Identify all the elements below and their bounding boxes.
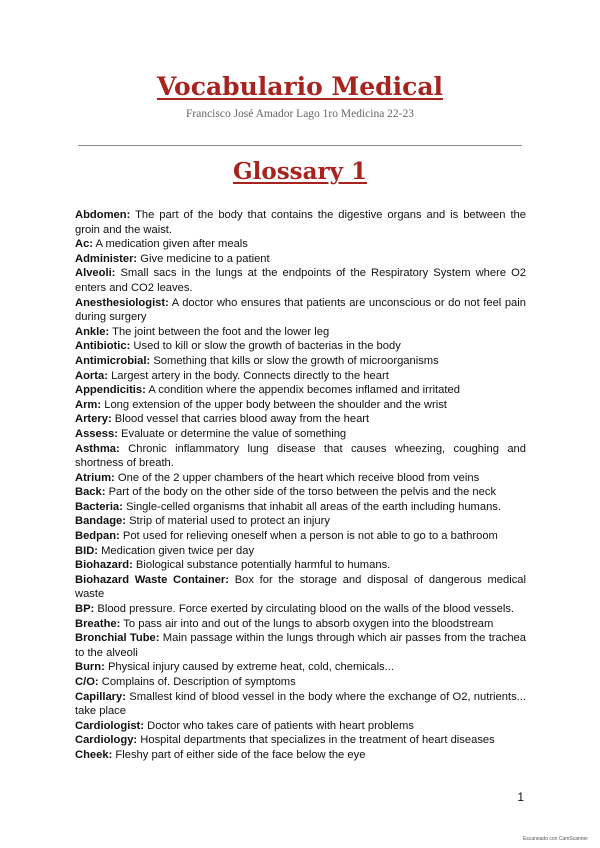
glossary-definition: Smallest kind of blood vessel in the body where the exchange of O2, nutrients... take place: [75, 690, 527, 718]
glossary-entry: [75, 442, 526, 471]
glossary-term: Arm:: [75, 398, 102, 411]
glossary-term: Appendicitis:: [75, 384, 146, 397]
glossary-entry: [75, 500, 526, 515]
glossary-entry: [75, 675, 526, 690]
glossary-definition: Pot used for relieving oneself when a person is not able to go to a bathroom: [122, 530, 498, 543]
glossary-term: Atrium:: [75, 471, 115, 484]
glossary-entry: [75, 471, 526, 486]
glossary-entry: [75, 208, 526, 237]
scanner-watermark: Escaneado con CamScanner: [522, 836, 588, 842]
glossary-definition: Biological substance potentially harmful to humans.: [135, 559, 391, 572]
glossary-definition: Hospital departments that specializes in the treatment of heart diseases: [140, 734, 495, 747]
glossary-definition: Fleshy part of either side of the face below the eye: [115, 748, 366, 761]
glossary-term: Bronchial Tube:: [75, 632, 160, 645]
section-title: Glossary 1: [232, 158, 367, 185]
document-subtitle: Francisco José Amador Lago 1ro Medicina 22-23: [185, 108, 415, 120]
glossary-term: Biohazard Waste Container:: [75, 573, 229, 586]
glossary-definition: Something that kills or slow the growth of microorganisms: [153, 354, 439, 367]
glossary-term: Artery:: [75, 413, 112, 426]
document-title: Vocabulario Medical: [156, 72, 444, 101]
glossary-term: Breathe:: [75, 617, 121, 630]
glossary-entry: [75, 427, 526, 442]
glossary-entry: [75, 325, 526, 340]
glossary-definition: Complains of. Description of symptoms: [101, 676, 296, 688]
glossary-entry: [75, 733, 526, 748]
glossary-definition: Small sacs in the lungs at the endpoints of the Respiratory System where O2 enters and CO2 leaves.: [75, 267, 526, 294]
glossary-term: Antimicrobial:: [75, 354, 151, 367]
glossary-definition: A medication given after meals: [95, 238, 248, 251]
glossary-definition: Long extension of the upper body between the shoulder and the wrist: [104, 398, 447, 411]
glossary-definition: Physical injury caused by extreme heat, cold, chemicals...: [107, 661, 394, 674]
glossary-entry: [75, 544, 526, 559]
glossary-entry: [75, 369, 526, 384]
glossary-entry: [75, 617, 526, 632]
glossary-definition: Doctor who takes care of patients with heart problems: [147, 719, 414, 732]
glossary-term: Back:: [75, 486, 106, 499]
glossary-term: BP:: [75, 603, 95, 616]
glossary-entry: [75, 252, 526, 267]
glossary-term: Ac:: [75, 238, 94, 251]
glossary-term: Assess:: [75, 427, 118, 440]
glossary-entry: [75, 412, 526, 427]
glossary-term: Cardiologist:: [75, 719, 144, 732]
glossary-term: C/O:: [75, 676, 99, 688]
glossary-entry: [75, 719, 526, 734]
glossary-entry: [75, 354, 526, 369]
glossary-definition: Medication given twice per day: [101, 544, 255, 557]
glossary-definition: Evaluate or determine the value of something: [121, 427, 347, 440]
glossary-entry: [75, 748, 526, 763]
glossary-entry: [75, 339, 526, 354]
glossary-definition: Used to kill or slow the growth of bacterias in the body: [133, 340, 401, 353]
glossary-term: Asthma:: [75, 442, 120, 455]
glossary-entry: [75, 631, 526, 660]
glossary-term: Burn:: [75, 661, 105, 674]
glossary-entry: [75, 266, 526, 295]
glossary-definition: One of the 2 upper chambers of the heart which receive blood from veins: [117, 471, 480, 484]
glossary-term: Anesthesiologist:: [75, 296, 169, 309]
glossary-term: Abdomen:: [75, 209, 131, 221]
glossary-entry: [75, 602, 526, 617]
glossary-definition: Part of the body on the other side of the torso between the pelvis and the neck: [108, 486, 497, 499]
glossary-term: Cheek:: [75, 748, 113, 761]
glossary-definition: A doctor who ensures that patients are unconscious or do not feel pain during surgery: [75, 296, 526, 324]
glossary-definition: Chronic inflammatory lung disease that causes wheezing, coughing and shortness of breath.: [75, 442, 526, 470]
glossary-entry: [75, 529, 526, 544]
glossary-definition: Give medicine to a patient: [140, 252, 270, 265]
glossary-entry: [75, 485, 526, 500]
glossary-definition: A condition where the appendix becomes inflamed and irritated: [148, 384, 460, 397]
glossary-entry: [75, 573, 526, 602]
header-divider: [78, 145, 522, 146]
glossary-entry: [75, 558, 526, 573]
glossary-entry: [75, 690, 526, 719]
glossary-term: Aorta:: [75, 369, 108, 382]
glossary-term: Biohazard:: [75, 559, 133, 572]
glossary-definition: The part of the body that contains the digestive organs and is between the groin and the waist.: [75, 209, 527, 236]
glossary-entry: [75, 237, 526, 252]
glossary-definition: Box for the storage and disposal of dangerous medical waste: [75, 573, 526, 601]
glossary-term: Antibiotic:: [75, 340, 131, 353]
glossary-entry: [75, 398, 526, 413]
glossary-term: Bedpan:: [75, 530, 120, 543]
glossary-definition: Blood pressure. Force exerted by circulating blood on the walls of the blood vessels.: [97, 603, 515, 616]
glossary-definition: The joint between the foot and the lower leg: [112, 325, 330, 338]
glossary-term: Alveoli:: [75, 267, 116, 280]
glossary-term: Cardiology:: [75, 734, 138, 747]
glossary-term: Bandage:: [75, 515, 126, 528]
glossary-term: Ankle:: [75, 325, 110, 338]
glossary-entry: [75, 296, 526, 325]
glossary-definition: Blood vessel that carries blood away from the heart: [114, 413, 370, 426]
glossary-term: Bacteria:: [75, 500, 123, 513]
glossary-entry: [75, 660, 526, 675]
glossary-list: [75, 208, 526, 763]
glossary-entry: [75, 514, 526, 529]
glossary-definition: Single-celled organisms that inhabit all areas of the earth including humans.: [126, 500, 501, 513]
glossary-definition: To pass air into and out of the lungs to absorb oxygen into the bloodstream: [123, 617, 494, 630]
glossary-definition: Strip of material used to protect an injury: [129, 515, 330, 528]
glossary-definition: Largest artery in the body. Connects directly to the heart: [111, 369, 389, 382]
glossary-term: Capillary:: [75, 690, 126, 703]
page-number: 1: [517, 790, 524, 804]
glossary-term: Administer:: [75, 252, 138, 265]
glossary-definition: Main passage within the lungs through which air passes from the trachea to the alveoli: [75, 632, 527, 659]
glossary-term: BID:: [75, 544, 98, 557]
glossary-entry: [75, 383, 526, 398]
